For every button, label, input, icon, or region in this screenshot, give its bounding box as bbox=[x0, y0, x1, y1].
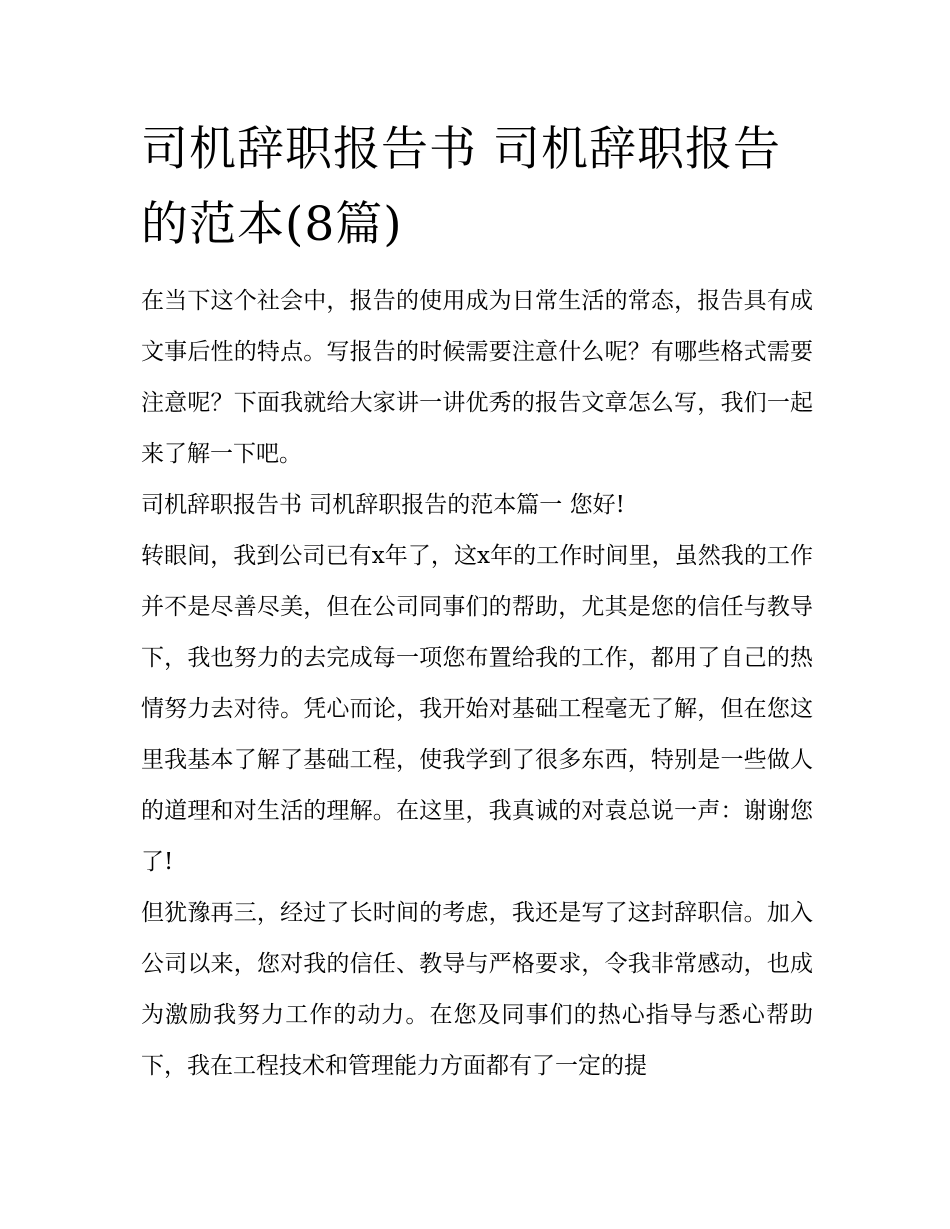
section-heading-paragraph: 司机辞职报告书 司机辞职报告的范本篇一 您好! bbox=[141, 492, 625, 518]
intro-paragraph: 在当下这个社会中，报告的使用成为日常生活的常态，报告具有成文事后性的特点。写报告的时候需要注意什么呢？有哪些格式需要注意呢？下面我就给大家讲一讲优秀的报告文章怎么写，我们一起来了解一下吧。 bbox=[141, 288, 813, 467]
document-body bbox=[141, 276, 813, 1092]
body-paragraph: 但犹豫再三，经过了长时间的考虑，我还是写了这封辞职信。加入公司以来，您对我的信任、教导与严格要求，令我非常感动，也成为激励我努力工作的动力。在您及同事们的热心指导与悉心帮助下，我在工程技术和管理能力方面都有了一定的提 bbox=[141, 900, 813, 1079]
body-paragraph: 转眼间，我到公司已有x年了，这x年的工作时间里，虽然我的工作并不是尽善尽美，但在公司同事们的帮助，尤其是您的信任与教导下，我也努力的去完成每一项您布置给我的工作，都用了自己的热情努力去对待。凭心而论，我开始对基础工程毫无了解，但在您这里我基本了解了基础工程，使我学到了很多东西，特别是一些做人的道理和对生活的理解。在这里，我真诚的对袁总说一声：谢谢您了! bbox=[141, 543, 813, 875]
document-title: 司机辞职报告书 司机辞职报告的范本(8篇) bbox=[141, 122, 781, 252]
